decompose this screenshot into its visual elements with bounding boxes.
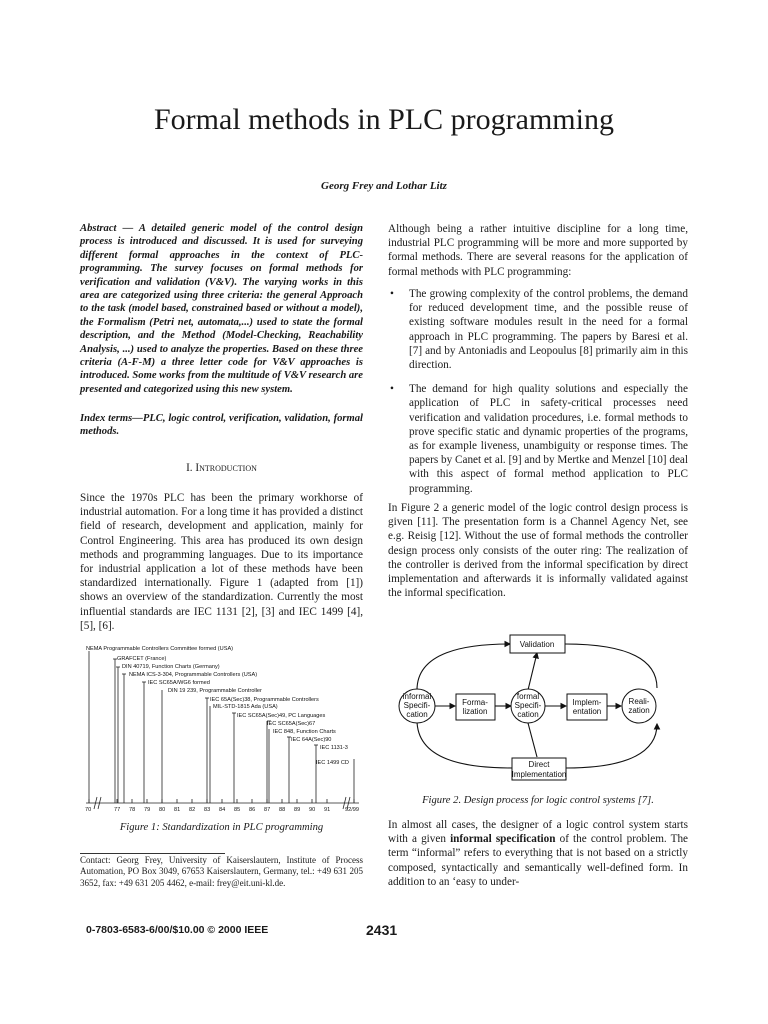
abstract [80, 222, 363, 396]
figure-2-caption: Figure 2. Design process for logic control systems [7]. [422, 795, 654, 806]
fig1-event: IEC 64A(Sec)90 [291, 737, 332, 743]
paper-authors: Georg Frey and Lothar Litz [321, 180, 447, 192]
fig1-year-label: 84 [219, 807, 226, 813]
informal-spec-paragraph [388, 818, 688, 889]
fig1-year-label: 91 [324, 807, 331, 813]
abstract-text: — A detailed generic model of the control design process is introduced and discussed. It is used for surveying different formal approaches in the context of PLC-programming. The survey focuses on formal methods for verification and validation (V&V). The varying works in this area are categorized using three criteria: the general Approach to the task (model based, constrained based or without a model), the Formalism (Petri net, automata,...) used to state the formal description, and the Method (Model-Checking, Reachability Analysis, ...) used to analyze the properties. Based on these three criteria (A-F-M) a three letter code for V&V approaches is introduced. Some works from the multitude of V&V research are presented and categorized using this new system. [80, 223, 363, 395]
fig1-year-label: 90 [309, 807, 316, 813]
informal-spec-label: cation [406, 710, 428, 719]
fig1-event: IEC 1499 CD [316, 760, 349, 766]
direct-implementation-label: Implementation [511, 770, 567, 779]
fig1-event: IEC 65A(Sec)38, Programmable Controllers [210, 697, 319, 703]
list-item-text: The growing complexity of the control problems, the demand for reduced development time, and the possible reuse of existing software modules result in the need for a formal approach in PLC programming. The papers by Baresi et al. [7] and by Antoniadis and Leopoulus [8] primarily aim in this direction. [409, 288, 688, 372]
realization-label: zation [628, 706, 650, 715]
figure-1-caption: Figure 1: Standardization in PLC programming [119, 822, 324, 833]
fig1-event: DIN 40719, Function Charts (Germany) [122, 664, 220, 670]
informal-spec-label: Specifi- [403, 701, 431, 710]
fig1-event: GRAFCET (France) [117, 656, 167, 662]
fig1-year-label: 79 [144, 807, 151, 813]
fig1-year-label: 77 [114, 807, 121, 813]
section-number: I. [186, 462, 193, 474]
informal-spec-label: informal [402, 692, 432, 701]
intro-paragraph: Since the 1970s PLC has been the primary workhorse of industrial automation. For a long time it has provided a distinct field of research, development and application, mainly for Control Engineering. This area has produced its own design methods and programming languages. Due to its importance for industrial application a lot of these methods have been standardized internationally. Figure 1 (adapted from [1]) shows an overview of the standardization. Currently the most influential standards are IEC 1131 [2], [3] and IEC 1499 [4], [5], [6]. [80, 492, 363, 632]
fig1-event: NEMA ICS-3-304, Programmable Controllers (USA) [129, 672, 258, 678]
section-title: Introduction [195, 462, 257, 474]
fig1-event: MIL-STD-1815 Ada (USA) [213, 704, 278, 710]
right-intro-paragraph: Although being a rather intuitive discipline for a long time, industrial PLC programming will be more and more supported by formal methods. There are several reasons for the application of formal methods with PLC programming: [388, 223, 688, 278]
reasons-list [388, 287, 688, 506]
isbn-copyright: 0-7803-6583-6/00/$10.00 © 2000 IEEE [86, 924, 269, 936]
abstract-label: Abstract [80, 223, 117, 234]
fig1-event: IEC 848, Function Charts [273, 729, 336, 735]
fig1-event: IEC SC65A(Sec)67 [267, 721, 316, 727]
list-item [388, 287, 688, 372]
fig1-year-label: 87 [264, 807, 271, 813]
formalization-label: Forma- [462, 698, 488, 707]
formal-spec-label: formal [516, 692, 540, 701]
footnote-divider [80, 853, 225, 854]
paragraph-text: of the control problem. The term “informal” refers to everything that is not based on a strictly composed, syntactically and semantically well-defined form. In addition to an ‘easy to under- [388, 833, 689, 888]
fig1-event: DIN 19 239, Programmable Controller [168, 688, 262, 694]
list-item-text: The demand for high quality solutions and especially the application of PLC in safety-critical processes need verification and validation procedures, i.e. formal methods to prove specific static and dynamic properties of the programs, as for example liveness, unambiguity or response times. The papers by Canet et al. [9] and by Mertke and Menzel [10] deal with this aspect of formal method application to PLC programming. [409, 383, 688, 495]
fig1-year-label: 82 [189, 807, 196, 813]
formalization-label: lization [462, 707, 488, 716]
formal-spec-label: cation [517, 710, 539, 719]
formal-spec-label: Specifi- [514, 701, 542, 710]
validation-label: Validation [519, 640, 555, 649]
page-number: 2431 [366, 922, 398, 938]
paper-title: Formal methods in PLC programming [154, 103, 614, 136]
bullet-icon: • [390, 383, 394, 396]
fig1-event: IEC SC65A/WG6 formed [148, 680, 210, 686]
contact-footnote: Contact: Georg Frey, University of Kaiserslautern, Institute of Process Automation, PO Box 3049, 67653 Kaiserslautern, Germany, tel.: +49 631 205 3652, fax: +49 631 205 4462, e-mail: frey@eit.uni-kl.de. [80, 855, 363, 888]
fig1-event: NEMA Programmable Controllers Committee formed (USA) [86, 646, 234, 652]
fig1-year-label: 86 [249, 807, 256, 813]
bullet-icon: • [390, 288, 394, 300]
fig1-year-label: 78 [129, 807, 136, 813]
figure-2-paragraph: In Figure 2 a generic model of the logic control design process is given [11]. The presentation form is a Channel Agency Net, see e.g. Reisig [12]. Without the use of formal methods the controller design process only consists of the outer ring: The realization of the controller is derived from the informal specification by direct implementation and afterwards it is informally validated against the informal specification. [388, 502, 688, 600]
fig1-event: IEC 1131-3 [320, 745, 348, 751]
fig1-year-label: 81 [174, 807, 181, 813]
figure-1-timeline [84, 645, 364, 815]
list-item [388, 382, 688, 496]
paragraph-emphasis: informal specification [450, 833, 556, 846]
fig1-year-label: 83 [204, 807, 211, 813]
realization-label: Reali- [628, 697, 650, 706]
index-terms: Index terms—PLC, logic control, verification, validation, formal methods. [80, 413, 363, 438]
paragraph-text: In almost all cases, the designer of a logic control system starts with a given [388, 819, 688, 846]
fig1-year-label: 80 [159, 807, 166, 813]
fig1-year-label: 85 [234, 807, 241, 813]
fig1-year-label: 88 [279, 807, 286, 813]
section-heading-introduction [80, 462, 363, 474]
figure-2-diagram [395, 632, 678, 782]
fig1-year-label: 70 [85, 807, 92, 813]
implementation-label: Implem- [572, 698, 602, 707]
fig1-year-label: 92/99 [345, 807, 359, 813]
fig1-event: IEC SC65A(Sec)49, PC Languages [237, 713, 326, 719]
fig1-year-label: 89 [294, 807, 301, 813]
implementation-label: entation [572, 707, 602, 716]
direct-implementation-label: Direct [528, 760, 550, 769]
